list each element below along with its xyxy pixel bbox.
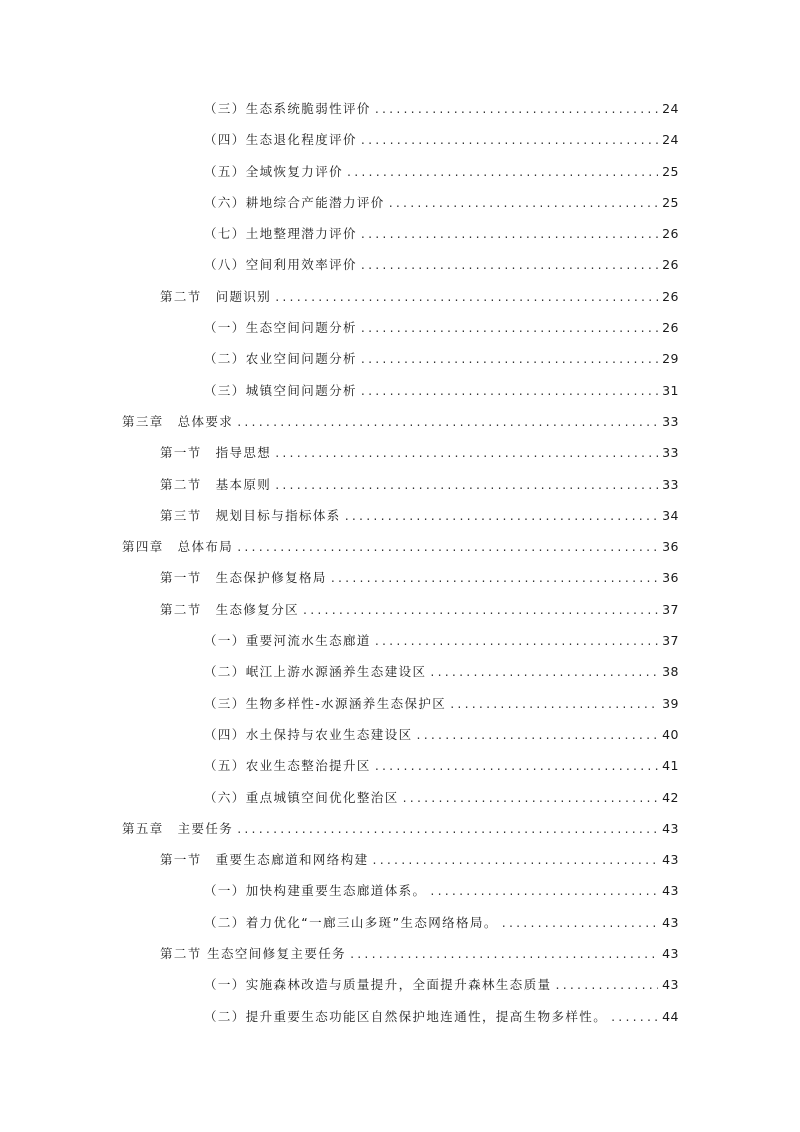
toc-entry-title: （一）实施森林改造与质量提升，全面提升森林生态质量 xyxy=(204,977,552,993)
toc-page-number: 39 xyxy=(662,695,679,711)
toc-page-number: 43 xyxy=(662,852,679,868)
toc-page-number: 33 xyxy=(662,413,679,429)
toc-dot-leader xyxy=(275,445,658,460)
toc-page-number: 42 xyxy=(662,789,679,805)
toc-page-number: 43 xyxy=(662,977,679,993)
toc-entry-title: 第一节 指导思想 xyxy=(160,445,272,461)
toc-entry[interactable] xyxy=(0,881,800,912)
toc-page-number: 37 xyxy=(662,633,679,649)
toc-page-number: 41 xyxy=(662,758,679,774)
toc-dot-leader xyxy=(450,696,658,711)
toc-entry[interactable] xyxy=(0,193,800,224)
toc-entry[interactable] xyxy=(0,725,800,756)
toc-entry-title: （三）生物多样性-水源涵养生态保护区 xyxy=(204,695,447,711)
toc-entry-title: 第二节 生态修复分区 xyxy=(160,601,300,617)
toc-entry-title: （七）土地整理潜力评价 xyxy=(204,226,357,242)
toc-dot-leader xyxy=(375,101,658,116)
toc-dot-leader xyxy=(430,664,658,679)
toc-entry-title: 第三节 规划目标与指标体系 xyxy=(160,507,341,523)
toc-entry[interactable] xyxy=(0,944,800,975)
toc-entry[interactable] xyxy=(0,662,800,693)
toc-dot-leader xyxy=(502,915,658,930)
toc-entry[interactable] xyxy=(0,255,800,286)
toc-entry-title: （一）加快构建重要生态廊道体系。 xyxy=(204,883,427,899)
toc-entry-title: （六）耕地综合产能潜力评价 xyxy=(204,194,385,210)
toc-page-number: 43 xyxy=(662,946,679,962)
table-of-contents xyxy=(0,99,800,1038)
toc-entry-title: 第二节 问题识别 xyxy=(160,288,272,304)
toc-entry-title: （三）城镇空间问题分析 xyxy=(204,382,357,398)
toc-dot-leader xyxy=(611,1009,658,1024)
toc-page-number: 36 xyxy=(662,570,679,586)
toc-dot-leader xyxy=(361,257,658,272)
toc-entry[interactable] xyxy=(0,318,800,349)
toc-entry[interactable] xyxy=(0,162,800,193)
toc-page-number: 26 xyxy=(662,257,679,273)
toc-dot-leader xyxy=(361,383,658,398)
toc-entry-title: 第三章 总体要求 xyxy=(122,413,234,429)
toc-page-number: 24 xyxy=(662,132,679,148)
toc-entry-title: （八）空间利用效率评价 xyxy=(204,257,357,273)
toc-entry[interactable] xyxy=(0,694,800,725)
toc-entry[interactable] xyxy=(0,756,800,787)
toc-entry-title: （五）全域恢复力评价 xyxy=(204,163,344,179)
toc-dot-leader xyxy=(375,633,658,648)
toc-dot-leader xyxy=(345,508,658,523)
toc-entry-title: （二）着力优化“一廊三山多斑”生态网络格局。 xyxy=(204,914,498,930)
toc-dot-leader xyxy=(389,195,658,210)
toc-entry-title: 第五章 主要任务 xyxy=(122,820,234,836)
toc-dot-leader xyxy=(403,790,658,805)
toc-entry-title: （一）重要河流水生态廊道 xyxy=(204,633,371,649)
toc-page-number: 37 xyxy=(662,601,679,617)
toc-entry-title: 第二节 生态空间修复主要任务 xyxy=(160,946,347,962)
toc-entry[interactable] xyxy=(0,788,800,819)
toc-dot-leader xyxy=(237,539,658,554)
toc-entry[interactable] xyxy=(0,568,800,599)
toc-page-number: 26 xyxy=(662,320,679,336)
toc-entry[interactable] xyxy=(0,443,800,474)
toc-entry[interactable] xyxy=(0,224,800,255)
toc-page-number: 43 xyxy=(662,883,679,899)
toc-entry[interactable] xyxy=(0,631,800,662)
toc-dot-leader xyxy=(331,570,658,585)
toc-entry[interactable] xyxy=(0,850,800,881)
toc-entry-title: 第一节 重要生态廊道和网络构建 xyxy=(160,852,369,868)
toc-dot-leader xyxy=(350,946,658,961)
toc-entry-title: 第二节 基本原则 xyxy=(160,476,272,492)
toc-dot-leader xyxy=(361,226,658,241)
toc-entry[interactable] xyxy=(0,913,800,944)
toc-dot-leader xyxy=(556,977,659,992)
toc-dot-leader xyxy=(361,132,658,147)
toc-entry[interactable] xyxy=(0,381,800,412)
toc-entry[interactable] xyxy=(0,1007,800,1038)
toc-page-number: 40 xyxy=(662,726,679,742)
toc-dot-leader xyxy=(375,758,658,773)
toc-entry[interactable] xyxy=(0,475,800,506)
toc-page-number: 25 xyxy=(662,194,679,210)
toc-entry[interactable] xyxy=(0,99,800,130)
toc-page-number: 29 xyxy=(662,351,679,367)
toc-page-number: 26 xyxy=(662,288,679,304)
toc-entry[interactable] xyxy=(0,412,800,443)
toc-page-number: 43 xyxy=(662,914,679,930)
toc-entry[interactable] xyxy=(0,537,800,568)
toc-entry-title: （三）生态系统脆弱性评价 xyxy=(204,101,371,116)
toc-entry-title: （二）岷江上游水源涵养生态建设区 xyxy=(204,664,427,680)
toc-page-number: 44 xyxy=(662,1008,679,1024)
toc-page-number: 25 xyxy=(662,163,679,179)
toc-page-number: 26 xyxy=(662,226,679,242)
toc-entry[interactable] xyxy=(0,975,800,1006)
toc-dot-leader xyxy=(347,164,658,179)
toc-dot-leader xyxy=(361,320,658,335)
toc-entry-title: （四）生态退化程度评价 xyxy=(204,132,357,148)
toc-dot-leader xyxy=(430,883,658,898)
toc-page-number: 38 xyxy=(662,664,679,680)
toc-page-number: 33 xyxy=(662,445,679,461)
toc-entry-title: （二）农业空间问题分析 xyxy=(204,351,357,367)
toc-dot-leader xyxy=(275,289,658,304)
toc-entry[interactable] xyxy=(0,600,800,631)
toc-dot-leader xyxy=(237,414,658,429)
toc-entry[interactable] xyxy=(0,287,800,318)
toc-entry-title: 第一节 生态保护修复格局 xyxy=(160,570,327,586)
toc-entry[interactable] xyxy=(0,349,800,380)
toc-entry-title: 第四章 总体布局 xyxy=(122,539,234,555)
toc-entry-title: （五）农业生态整治提升区 xyxy=(204,758,371,774)
toc-dot-leader xyxy=(417,727,659,742)
toc-dot-leader xyxy=(373,852,659,867)
toc-entry-title: （一）生态空间问题分析 xyxy=(204,320,357,336)
toc-page-number: 36 xyxy=(662,539,679,555)
toc-dot-leader xyxy=(237,821,658,836)
toc-page-number: 31 xyxy=(662,382,679,398)
toc-dot-leader xyxy=(303,602,658,617)
toc-entry-title: （六）重点城镇空间优化整治区 xyxy=(204,789,399,805)
toc-page-number: 34 xyxy=(662,507,679,523)
toc-dot-leader xyxy=(361,351,658,366)
toc-entry-title: （二）提升重要生态功能区自然保护地连通性，提高生物多样性。 xyxy=(204,1008,608,1024)
toc-entry[interactable] xyxy=(0,506,800,537)
toc-entry[interactable] xyxy=(0,819,800,850)
toc-dot-leader xyxy=(275,477,658,492)
toc-entry-title: （四）水土保持与农业生态建设区 xyxy=(204,726,413,742)
toc-page-number: 33 xyxy=(662,476,679,492)
toc-page-number: 24 xyxy=(662,101,679,116)
toc-page-number: 43 xyxy=(662,820,679,836)
toc-entry[interactable] xyxy=(0,130,800,161)
